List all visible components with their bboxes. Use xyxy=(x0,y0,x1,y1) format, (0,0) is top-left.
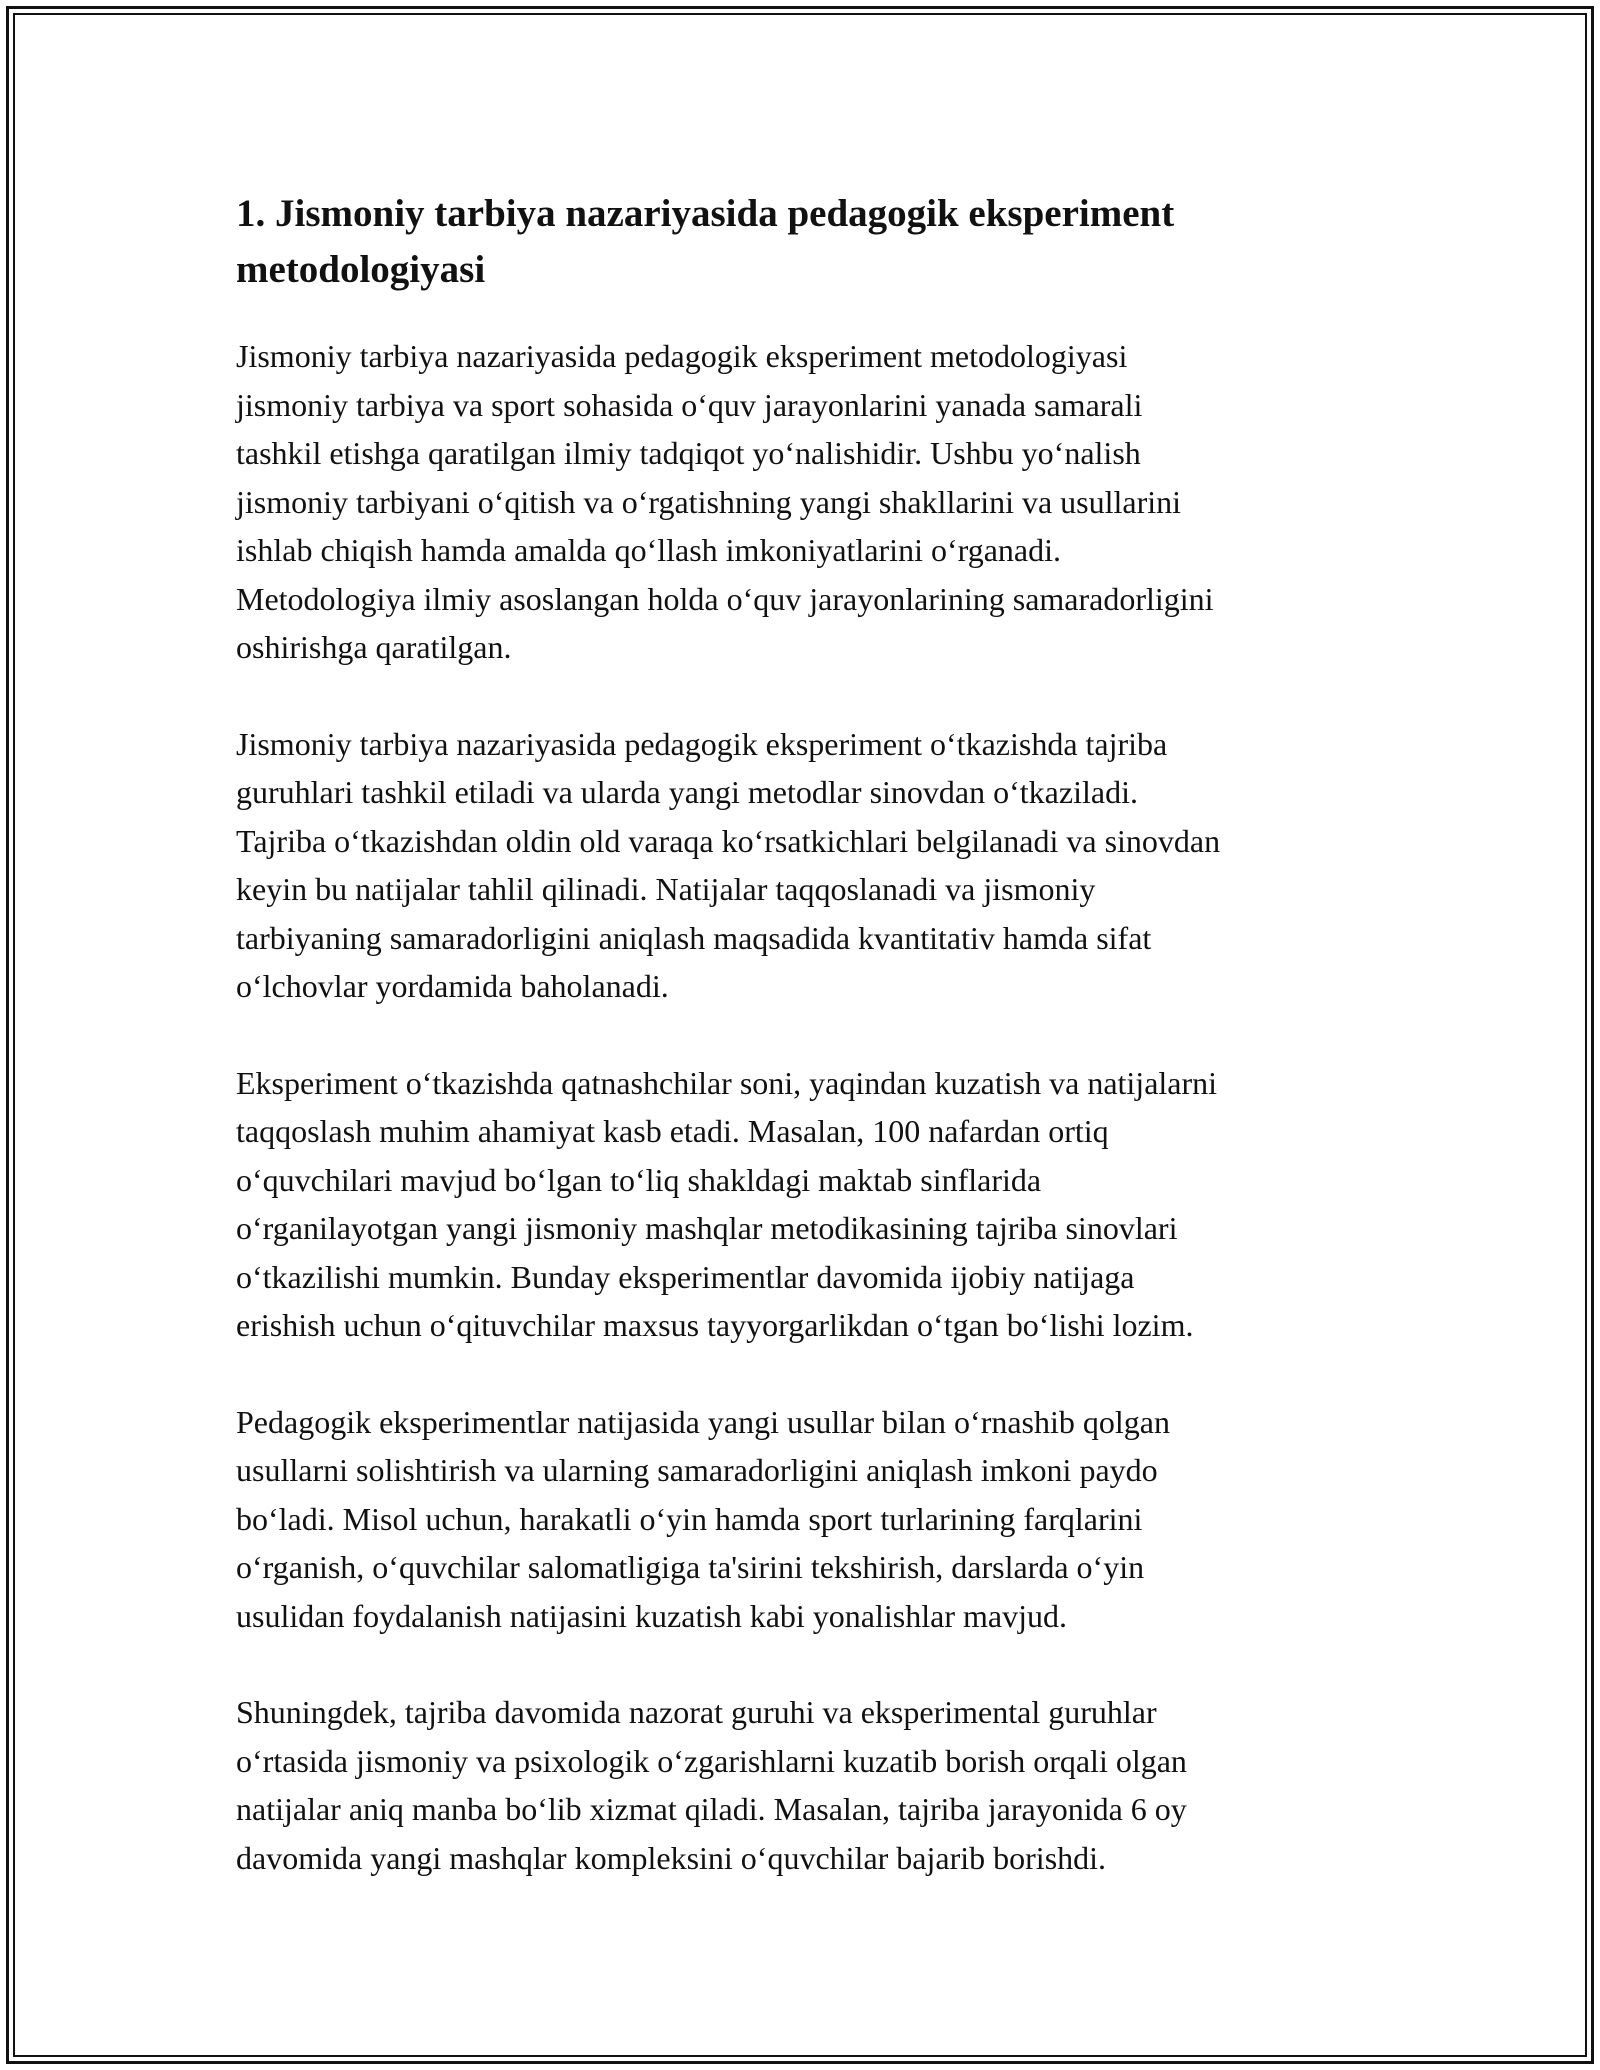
text-line: guruhlari tashkil etiladi va ularda yangi metodlar sinovdan o‘tkaziladi. xyxy=(236,774,1138,810)
text-line: Pedagogik eksperimentlar natijasida yangi usullar bilan o‘rnashib qolgan xyxy=(236,1403,1170,1440)
text-line: o‘lchovlar yordamida baholanadi. xyxy=(236,968,669,1004)
text-line: Tajriba o‘tkazishdan oldin old varaqa ko‘rsatkichlari belgilanadi va sinovdan xyxy=(236,822,1221,859)
text-line: erishish uchun o‘qituvchilar maxsus tayyorgarlikdan o‘tgan bo‘lishi lozim. xyxy=(236,1307,1194,1343)
document-content xyxy=(236,186,1376,1882)
text-line: Eksperiment o‘tkazishda qatnashchilar soni, yaqindan kuzatish va natijalarni xyxy=(236,1064,1218,1101)
text-line: tarbiyaning samaradorligini aniqlash maqsadida kvantitativ hamda sifat xyxy=(236,919,1152,956)
paragraph xyxy=(236,1059,1376,1350)
text-line: keyin bu natijalar tahlil qilinadi. Natijalar taqqoslanadi va jismoniy xyxy=(236,871,1096,907)
text-line: o‘rganish, o‘quvchilar salomatligiga ta'sirini tekshirish, darslarda o‘yin xyxy=(236,1549,1145,1585)
text-line: jismoniy tarbiya va sport sohasida o‘quv jarayonlarini yanada samarali xyxy=(236,386,1143,423)
text-line: usulidan foydalanish natijasini kuzatish kabi yonalishlar mavjud. xyxy=(236,1597,1067,1634)
text-line: oshirishga qaratilgan. xyxy=(236,629,512,665)
text-line: o‘quvchilari mavjud bo‘lgan to‘liq shakldagi maktab sinflarida xyxy=(236,1161,1042,1198)
paragraph xyxy=(236,1688,1376,1882)
text-line: tashkil etishga qaratilgan ilmiy tadqiqot yo‘nalishidir. Ushbu yo‘nalish xyxy=(236,435,1141,471)
paragraph xyxy=(236,332,1376,672)
text-line: Jismoniy tarbiya nazariyasida pedagogik eksperiment o‘tkazishda tajriba xyxy=(236,725,1168,762)
text-line: jismoniy tarbiyani o‘qitish va o‘rgatishning yangi shakllarini va usullarini xyxy=(236,483,1182,520)
text-line: Metodologiya ilmiy asoslangan holda o‘quv jarayonlarining samaradorligini xyxy=(236,580,1214,617)
text-line: o‘rganilayotgan yangi jismoniy mashqlar metodikasining tajriba sinovlari xyxy=(236,1210,1178,1246)
section-heading xyxy=(236,186,1376,298)
text-line: usullarni solishtirish va ularning samaradorligini aniqlash imkoni paydo xyxy=(236,1452,1158,1488)
text-line: Shuningdek, tajriba davomida nazorat guruhi va eksperimental guruhlar xyxy=(236,1694,1157,1730)
text-line: Jismoniy tarbiya nazariyasida pedagogik eksperiment metodologiyasi xyxy=(236,338,1128,374)
text-line: bo‘ladi. Misol uchun, harakatli o‘yin hamda sport turlarining farqlarini xyxy=(236,1500,1143,1537)
paragraph xyxy=(236,720,1376,1011)
paragraph xyxy=(236,1398,1376,1641)
text-line: o‘tkazilishi mumkin. Bunday eksperimentlar davomida ijobiy natijaga xyxy=(236,1258,1135,1295)
text-line: davomida yangi mashqlar kompleksini o‘quvchilar bajarib borishdi. xyxy=(236,1839,1107,1876)
heading-line: metodologiyasi xyxy=(236,248,486,291)
text-line: ishlab chiqish hamda amalda qo‘llash imkoniyatlarini o‘rganadi. xyxy=(236,532,1061,568)
text-line: natijalar aniq manba bo‘lib xizmat qiladi. Masalan, tajriba jarayonida 6 oy xyxy=(236,1791,1187,1827)
text-line: o‘rtasida jismoniy va psixologik o‘zgarishlarni kuzatib borish orqali olgan xyxy=(236,1742,1187,1779)
text-line: taqqoslash muhim ahamiyat kasb etadi. Masalan, 100 nafardan ortiq xyxy=(236,1113,1109,1149)
heading-line: 1. Jismoniy tarbiya nazariyasida pedagogik eksperiment xyxy=(236,192,1175,235)
